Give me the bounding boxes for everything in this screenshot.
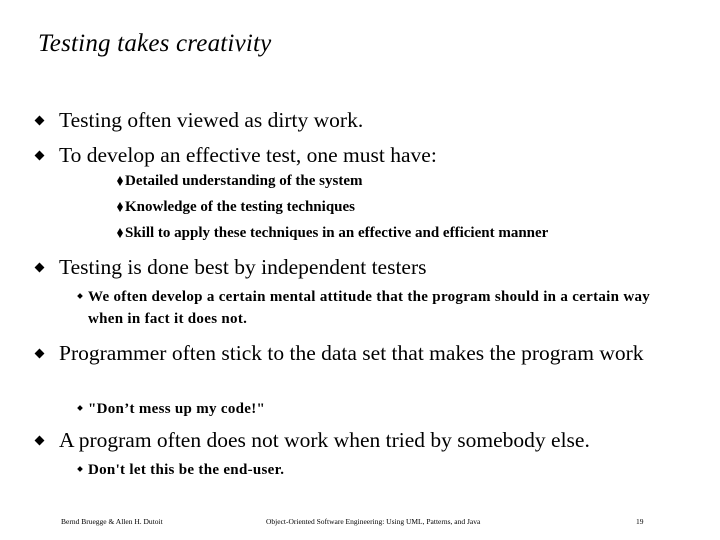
small-diamond-bullet-icon [77, 405, 83, 411]
arrow-bullet-icon [117, 176, 123, 186]
sub-bullet-text: "Don’t mess up my code!" [88, 401, 266, 417]
sub-bullet-text: Skill to apply these techniques in an effective and efficient manner [125, 225, 549, 241]
sub-bullet-text: Knowledge of the testing techniques [125, 199, 355, 215]
footer-book-title: Object-Oriented Software Engineering: Using UML, Patterns, and Java [266, 517, 481, 526]
diamond-bullet-icon [34, 349, 44, 359]
sub-bullet-text: Don't let this be the end-user. [88, 462, 285, 478]
bullet-text: To develop an effective test, one must have: [59, 143, 437, 167]
bullet-text: Programmer often stick to the data set that makes the program work [59, 341, 644, 365]
diamond-bullet-icon [34, 151, 44, 161]
small-diamond-bullet-icon [77, 466, 83, 472]
sub-bullet-text: We often develop a certain mental attitude that the program should in a certain way when in fact it does not. [88, 289, 651, 327]
footer-page-number: 19 [636, 517, 644, 526]
arrow-bullet-icon [117, 228, 123, 238]
diamond-bullet-icon [34, 436, 44, 446]
diamond-bullet-icon [34, 116, 44, 126]
bullet-text: Testing often viewed as dirty work. [59, 108, 364, 132]
bullet-text: A program often does not work when tried by somebody else. [59, 428, 590, 452]
slide-title: Testing takes creativity [38, 30, 272, 57]
footer-authors: Bernd Bruegge & Allen H. Dutoit [61, 517, 163, 526]
small-diamond-bullet-icon [77, 293, 83, 299]
sub-bullet-text: Detailed understanding of the system [125, 173, 363, 189]
diamond-bullet-icon [34, 263, 44, 273]
arrow-bullet-icon [117, 202, 123, 212]
bullet-text: Testing is done best by independent testers [59, 255, 427, 279]
